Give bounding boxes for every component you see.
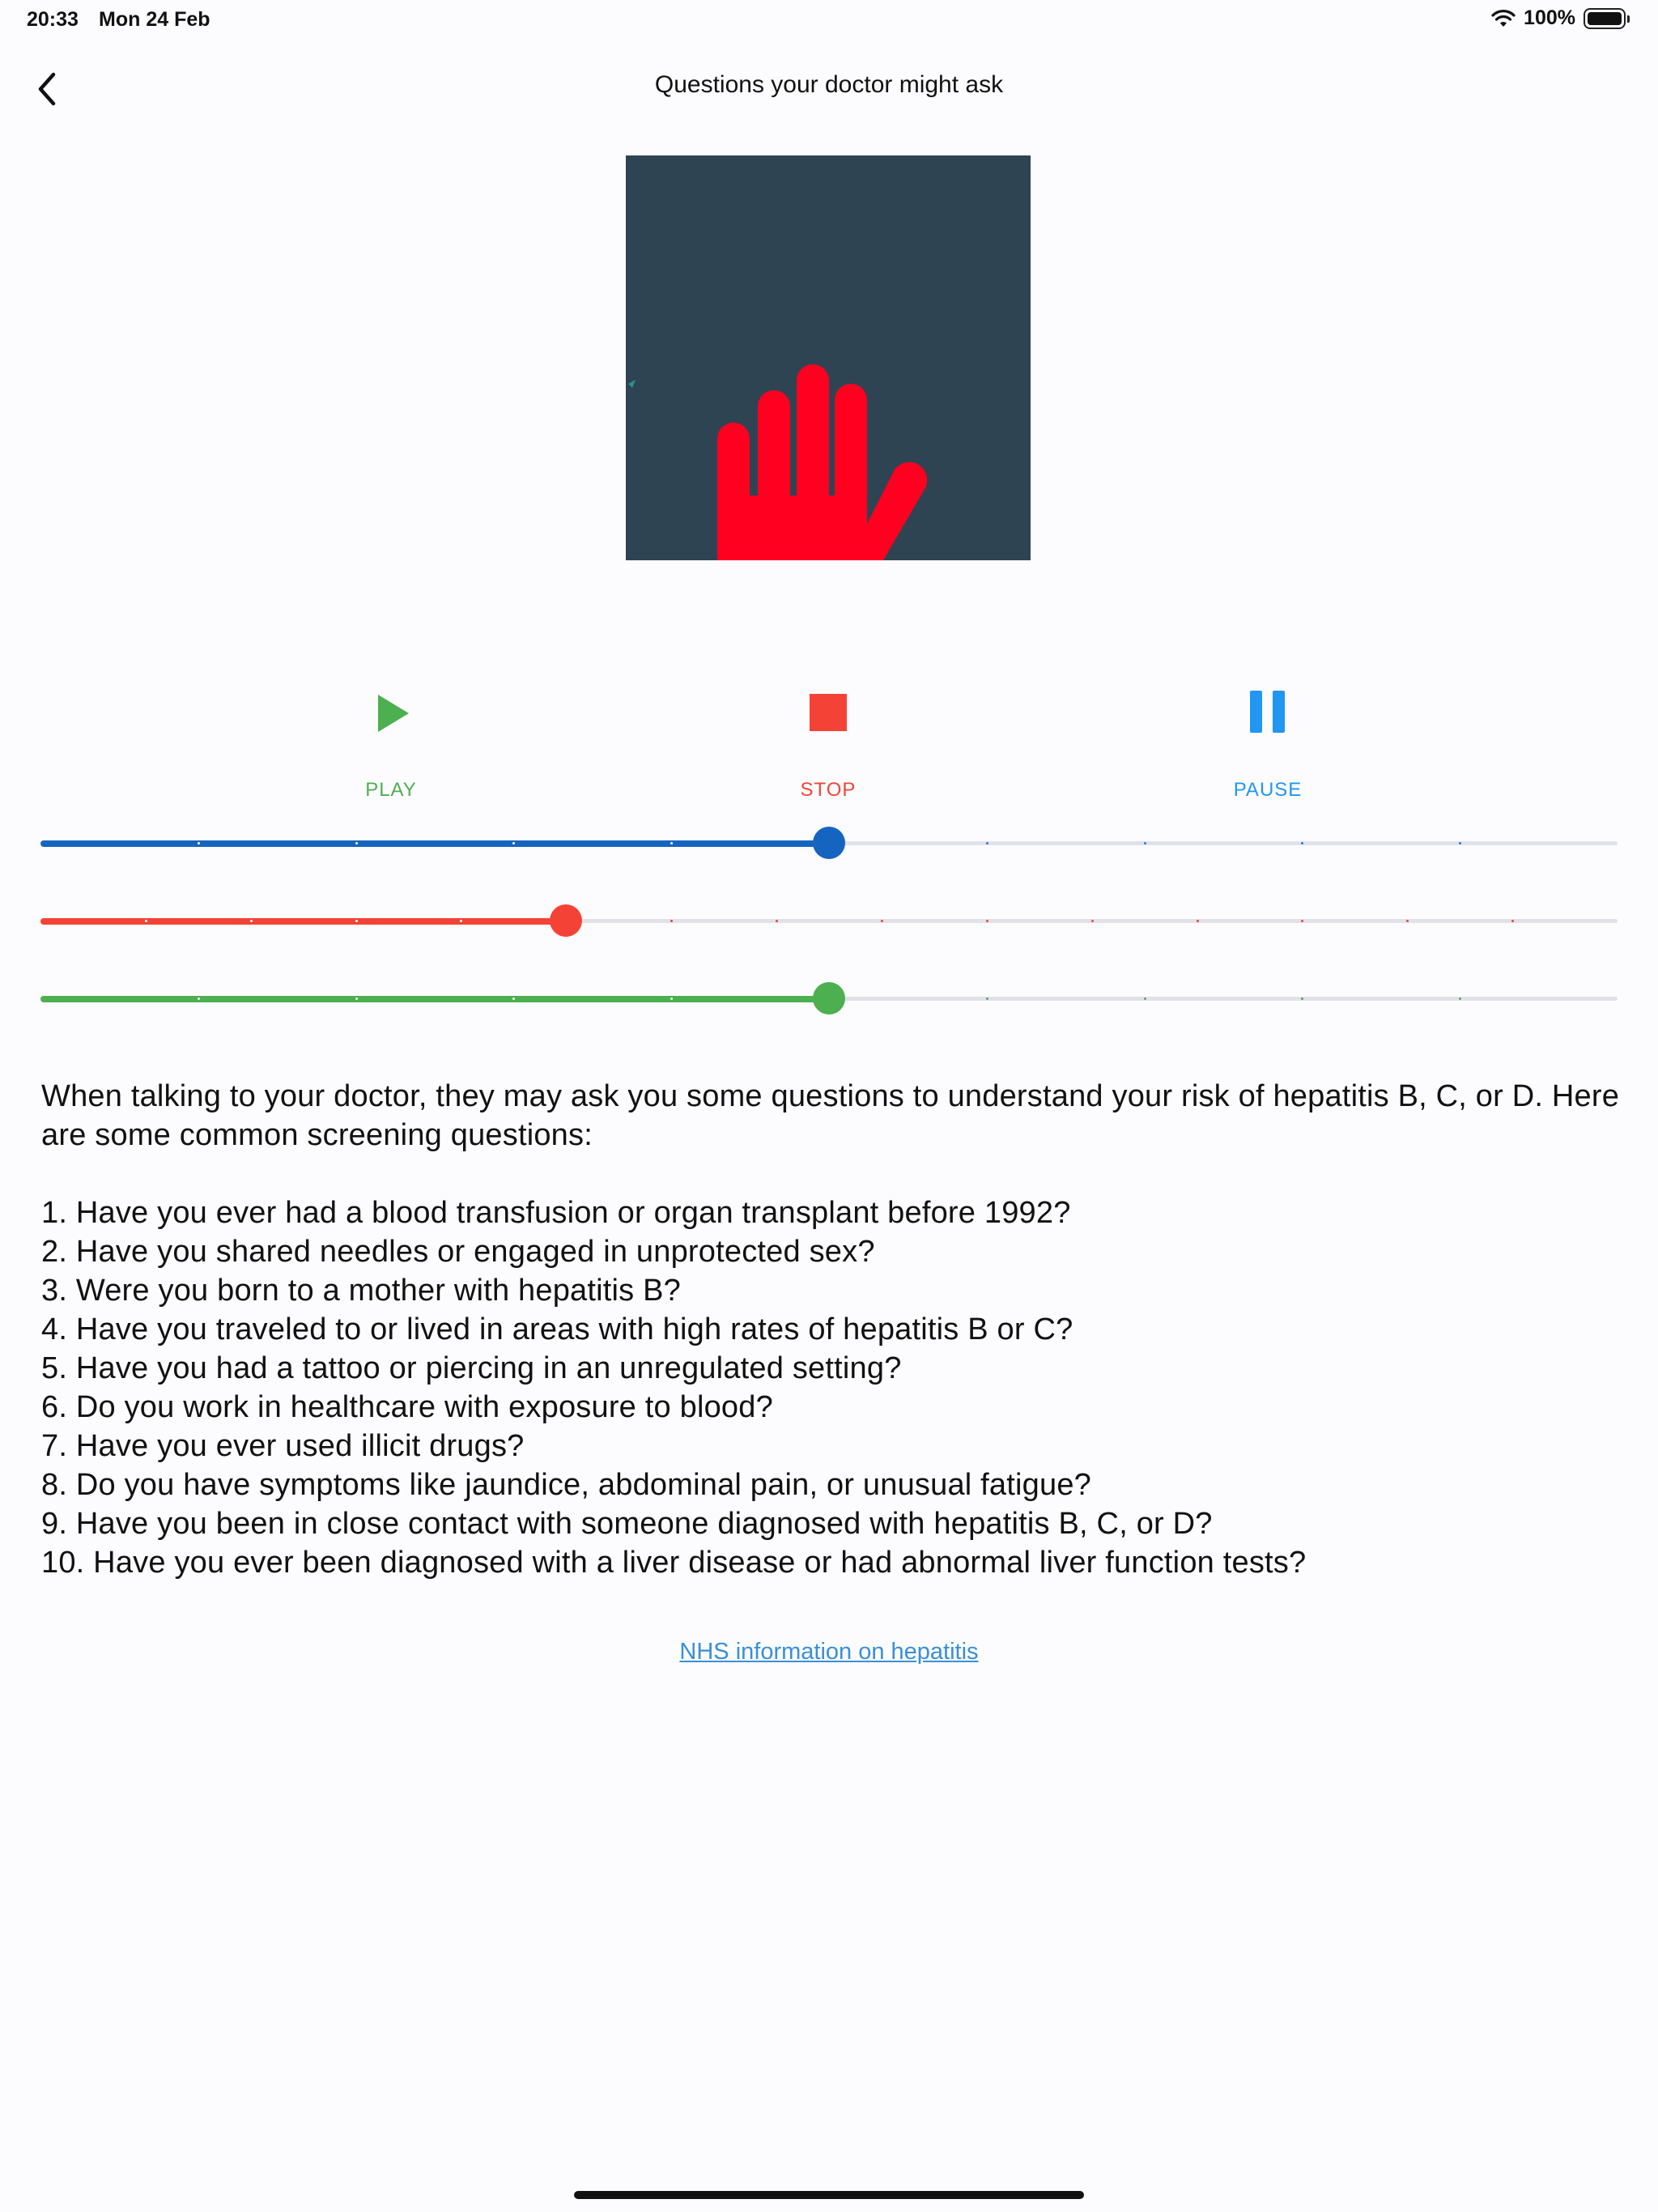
slider-tick bbox=[512, 842, 515, 844]
questions-content bbox=[41, 1077, 1628, 1582]
green-slider[interactable] bbox=[40, 982, 1618, 1015]
battery-icon bbox=[1584, 8, 1626, 29]
media-controls bbox=[0, 680, 1658, 810]
slider-tick bbox=[198, 842, 200, 844]
slider-tick bbox=[670, 842, 673, 844]
slider-tick bbox=[198, 998, 200, 1000]
slider-fill bbox=[40, 996, 829, 1002]
slider-tick bbox=[670, 998, 673, 1000]
slider-tick bbox=[460, 920, 462, 922]
slider-tick bbox=[1301, 842, 1303, 844]
status-bar bbox=[0, 0, 1658, 39]
battery-percent: 100% bbox=[1524, 6, 1575, 29]
red-slider[interactable] bbox=[40, 904, 1618, 937]
question-item: 2. Have you shared needles or engaged in unprotected sex? bbox=[41, 1235, 875, 1269]
pause-button[interactable] bbox=[1187, 680, 1349, 810]
question-item: 1. Have you ever had a blood transfusion or organ transplant before 1992? bbox=[41, 1196, 1071, 1230]
page-title: Questions your doctor might ask bbox=[654, 71, 1004, 98]
slider-tick bbox=[1197, 920, 1199, 922]
slider-tick bbox=[1459, 842, 1461, 844]
slider-tick bbox=[1144, 842, 1146, 844]
wifi-icon bbox=[1491, 9, 1516, 28]
blue-slider[interactable] bbox=[40, 827, 1618, 859]
slider-thumb[interactable] bbox=[813, 827, 845, 859]
slider-thumb[interactable] bbox=[813, 982, 845, 1015]
question-item: 4. Have you traveled to or lived in areas with high rates of hepatitis B or C? bbox=[41, 1312, 1073, 1346]
status-date: Mon 24 Feb bbox=[99, 8, 210, 31]
stop-label: STOP bbox=[800, 779, 857, 801]
slider-tick bbox=[355, 842, 358, 844]
slider-tick bbox=[776, 920, 778, 922]
slider-tick bbox=[1406, 920, 1409, 922]
questions-list bbox=[41, 1193, 1628, 1582]
pause-icon bbox=[1244, 688, 1292, 737]
slider-tick bbox=[355, 998, 358, 1000]
question-item: 5. Have you had a tattoo or piercing in an unregulated setting? bbox=[41, 1351, 902, 1385]
slider-tick bbox=[670, 920, 673, 922]
slider-tick bbox=[1301, 998, 1303, 1000]
question-item: 3. Were you born to a mother with hepatitis B? bbox=[41, 1274, 682, 1308]
status-time: 20:33 bbox=[27, 8, 79, 31]
slider-fill bbox=[40, 840, 829, 847]
slider-tick bbox=[986, 842, 988, 844]
question-item: 6. Do you work in healthcare with exposure to blood? bbox=[41, 1390, 773, 1424]
stop-icon bbox=[804, 688, 852, 737]
question-item: 9. Have you been in close contact with someone diagnosed with hepatitis B, C, or D? bbox=[41, 1507, 1213, 1541]
pause-label: PAUSE bbox=[1233, 779, 1303, 801]
status-indicators bbox=[1491, 6, 1626, 30]
play-label: PLAY bbox=[365, 779, 417, 801]
slider-thumb[interactable] bbox=[550, 904, 582, 937]
slider-tick bbox=[250, 920, 253, 922]
nav-bar bbox=[0, 49, 1658, 121]
slider-tick bbox=[145, 920, 147, 922]
video-area bbox=[626, 155, 1031, 560]
slider-tick bbox=[1459, 998, 1461, 1000]
slider-fill bbox=[40, 918, 566, 925]
slider-tick bbox=[1301, 920, 1303, 922]
play-button[interactable] bbox=[310, 680, 472, 810]
question-item: 10. Have you ever been diagnosed with a liver disease or had abnormal liver function tests? bbox=[41, 1546, 1307, 1580]
slider-tick bbox=[1511, 920, 1514, 922]
play-icon bbox=[367, 688, 415, 737]
slider-tick bbox=[512, 998, 515, 1000]
intro-paragraph: When talking to your doctor, they may ask you some questions to understand your risk of hepatitis B, C, or D. Here are some common screening questions: bbox=[41, 1079, 1620, 1152]
slider-tick bbox=[355, 920, 358, 922]
home-indicator[interactable] bbox=[574, 2191, 1084, 2199]
stop-hand-icon bbox=[626, 155, 1031, 560]
stop-button[interactable] bbox=[747, 680, 909, 810]
slider-tick bbox=[1091, 920, 1094, 922]
nhs-hepatitis-link[interactable]: NHS information on hepatitis bbox=[679, 1639, 979, 1665]
slider-tick bbox=[881, 920, 883, 922]
slider-tick bbox=[986, 998, 988, 1000]
question-item: 7. Have you ever used illicit drugs? bbox=[41, 1429, 525, 1463]
slider-tick bbox=[986, 920, 988, 922]
question-item: 8. Do you have symptoms like jaundice, abdominal pain, or unusual fatigue? bbox=[41, 1468, 1092, 1502]
slider-tick bbox=[1144, 998, 1146, 1000]
